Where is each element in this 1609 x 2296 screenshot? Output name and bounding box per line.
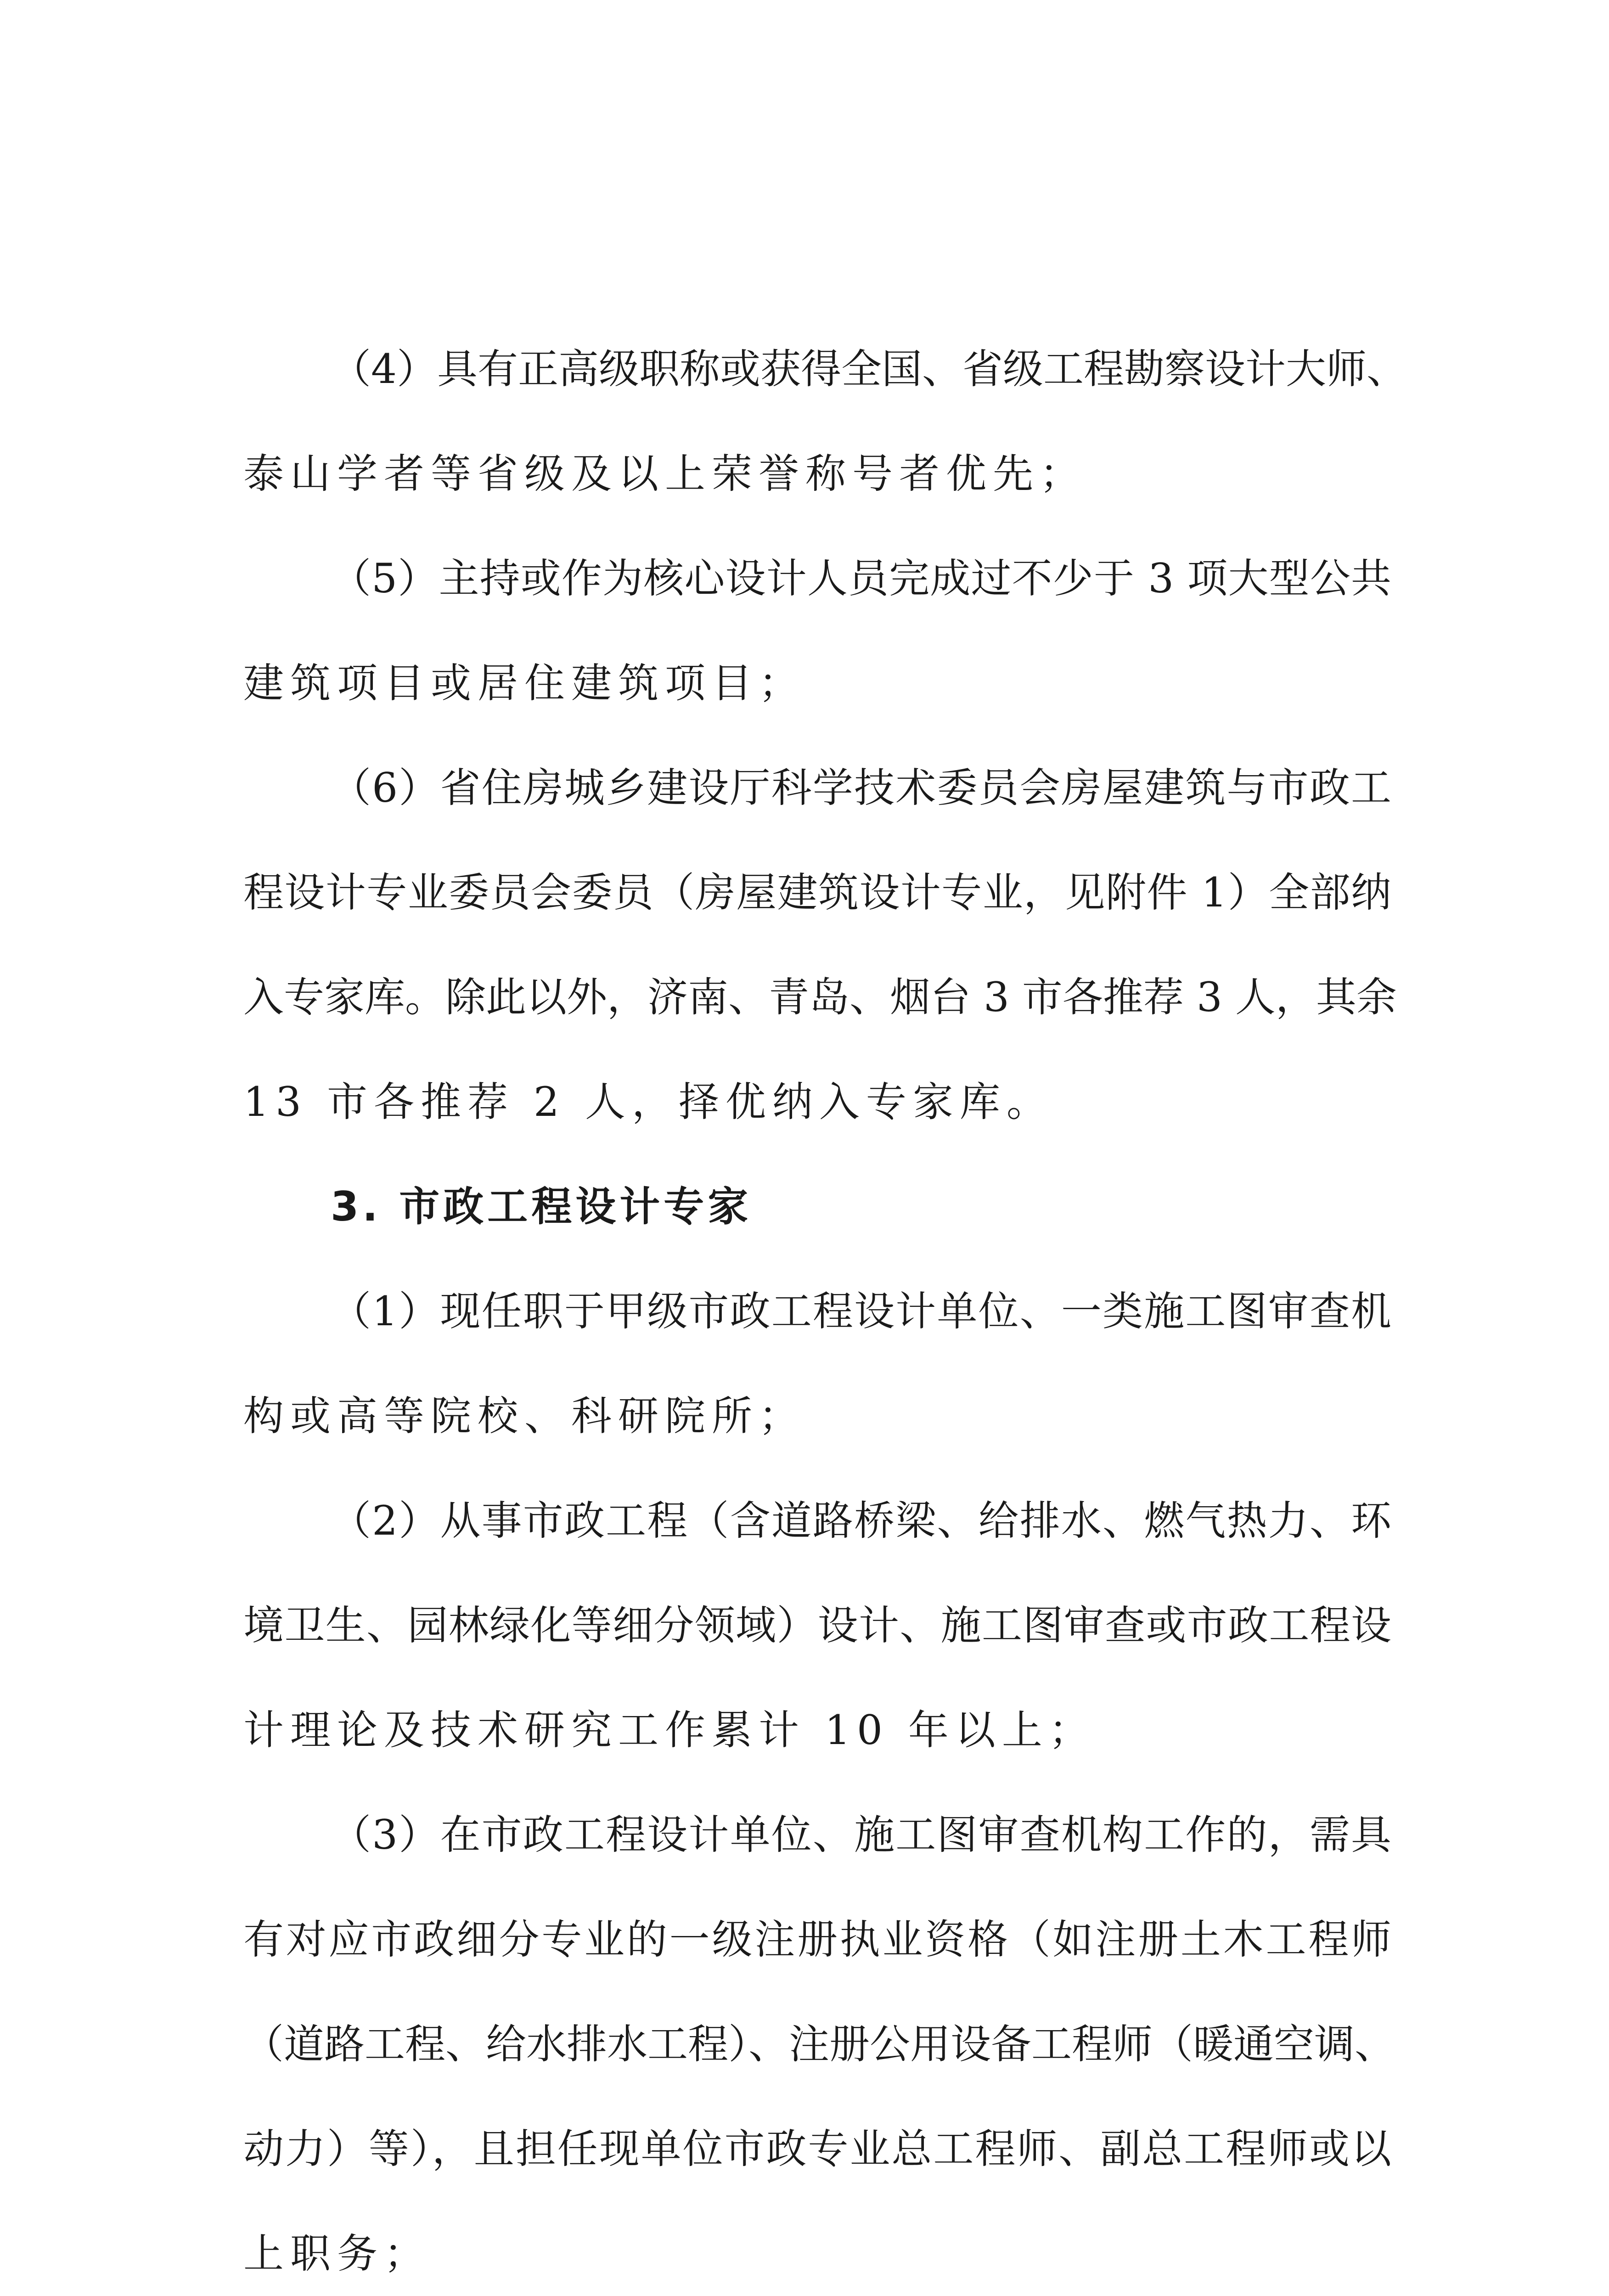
paragraph-line: 建筑项目或居住建筑项目； — [243, 659, 806, 707]
paragraph-line: 13 市各推荐 2 人，择优纳入专家库。 — [243, 1078, 1053, 1125]
paragraph-line: 动力）等），且担任现单位市政专业总工程师、副总工程师或以 — [243, 2125, 1391, 2172]
paragraph-line: 泰山学者等省级及以上荣誉称号者优先； — [243, 450, 1087, 497]
paragraph-line: （道路工程、给水排水工程）、注册公用设备工程师（暖通空调、 — [243, 2020, 1395, 2068]
paragraph-line: 构或高等院校、科研院所； — [243, 1392, 806, 1440]
paragraph-line: 程设计专业委员会委员（房屋建筑设计专业，见附件 1）全部纳 — [243, 869, 1391, 916]
paragraph-line: 有对应市政细分专业的一级注册执业资格（如注册土木工程师 — [243, 1916, 1391, 1963]
paragraph-line: （6）省住房城乡建设厅科学技术委员会房屋建筑与市政工 — [331, 764, 1391, 811]
paragraph-line: 上职务； — [243, 2230, 431, 2277]
paragraph-line: （1）现任职于甲级市政工程设计单位、一类施工图审查机 — [331, 1288, 1391, 1335]
paragraph-line: （3）在市政工程设计单位、施工图审查机构工作的，需具 — [331, 1811, 1391, 1858]
document-body — [243, 317, 1407, 2296]
paragraph-line: （5）主持或作为核心设计人员完成过不少于 3 项大型公共 — [331, 555, 1391, 602]
paragraph-line: （4）具有正高级职称或获得全国、省级工程勘察设计大师、 — [331, 345, 1407, 393]
paragraph-line: 计理论及技术研究工作累计 10 年以上； — [243, 1706, 1096, 1754]
paragraph-line: （2）从事市政工程（含道路桥梁、给排水、燃气热力、环 — [331, 1497, 1391, 1544]
section-heading: 3. 市政工程设计专家 — [331, 1183, 752, 1230]
paragraph-line: 境卫生、园林绿化等细分领域）设计、施工图审查或市政工程设 — [243, 1602, 1391, 1649]
paragraph-line: 入专家库。除此以外，济南、青岛、烟台 3 市各推荐 3 人，其余 — [243, 974, 1397, 1021]
